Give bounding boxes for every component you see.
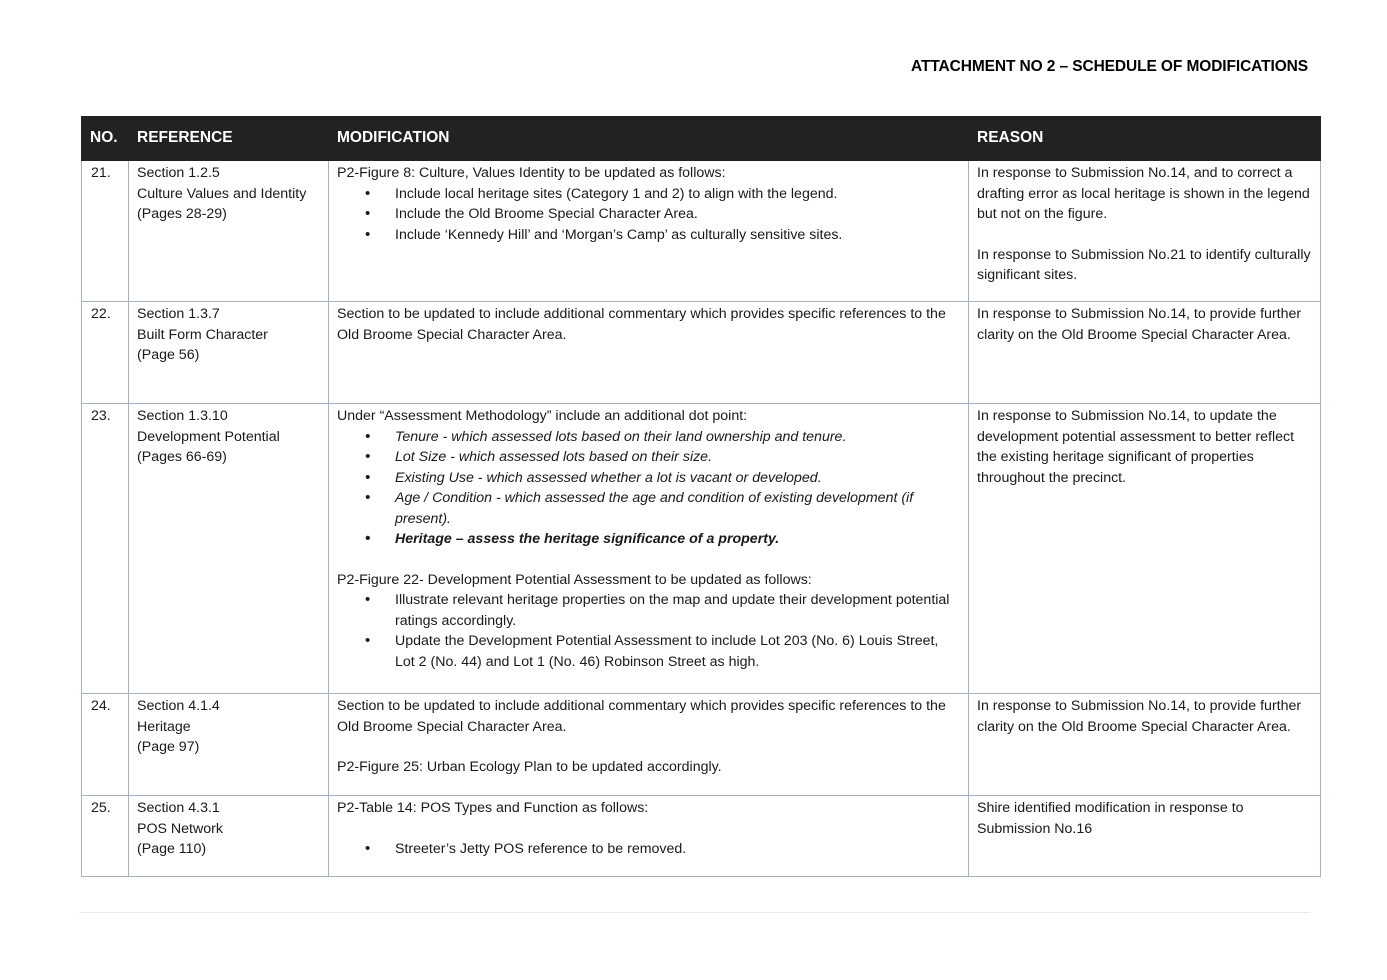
modification-list [337,184,960,246]
table-row [82,694,1321,796]
reason-paragraph: Shire identified modification in response to Submission No.16 [977,800,1244,837]
modification-text: Section to be updated to include additional commentary which provides specific references to the Old Broome Special Character Area. [337,698,946,735]
reason-cell [969,404,1321,694]
list-item: • Streeter’s Jetty POS reference to be removed. [395,839,960,860]
reference-pages: (Page 56) [137,347,200,363]
list-item: • Age / Condition - which assessed the age and condition of existing development (if present). [395,488,960,529]
table-row [82,161,1321,302]
row-number: 24. [82,694,129,796]
list-item: • Update the Development Potential Assessment to include Lot 203 (No. 6) Louis Street, Lot 2 (No. 44) and Lot 1 (No. 46) Robinson Street as high. [395,631,960,672]
reference-section: Section 1.3.10 [137,408,228,424]
modification-intro: Under “Assessment Methodology” include an additional dot point: [337,408,748,424]
list-item: • Include local heritage sites (Category 1 and 2) to align with the legend. [395,184,960,205]
table-row [82,404,1321,694]
reference-cell [129,404,329,694]
list-item-new: • Heritage – assess the heritage significance of a property. [395,529,960,550]
reference-title: POS Network [137,820,223,837]
row-number: 22. [82,302,129,404]
row-number: 23. [82,404,129,694]
reason-cell [969,302,1321,404]
reason-cell [969,796,1321,877]
modification-list [337,427,960,550]
reason-paragraph: In response to Submission No.14, to provide further clarity on the Old Broome Special Character Area. [977,306,1302,343]
footer-divider [79,912,1310,913]
list-item: • Illustrate relevant heritage properties on the map and update their development potential ratings accordingly. [395,590,960,631]
modification-cell [329,161,969,302]
modification-text: P2-Figure 25: Urban Ecology Plan to be updated accordingly. [337,759,722,775]
modification-list [337,839,960,860]
reference-cell [129,302,329,404]
reference-pages: (Pages 28-29) [137,206,227,222]
reference-title: Heritage [137,718,191,735]
reference-cell [129,161,329,302]
list-item: • Tenure - which assessed lots based on their land ownership and tenure. [395,427,960,448]
modification-intro: P2-Figure 22- Development Potential Assessment to be updated as follows: [337,571,812,588]
reason-paragraph: In response to Submission No.14, to update the development potential assessment to better reflect the existing heritage significant of properties throughout the precinct. [977,408,1295,486]
modifications-table [81,116,1321,877]
column-header-no: NO. [82,117,129,161]
modification-list [337,590,960,672]
reference-section: Section 1.3.7 [137,306,220,322]
modification-cell [329,404,969,694]
list-item: • Existing Use - which assessed whether a lot is vacant or developed. [395,468,960,489]
reference-title: Development Potential [137,428,280,445]
list-item: • Lot Size - which assessed lots based on their size. [395,447,960,468]
reason-cell [969,694,1321,796]
reference-title: Culture Values and Identity [137,185,307,202]
reason-cell [969,161,1321,302]
modification-cell [329,302,969,404]
list-item: • Include the Old Broome Special Character Area. [395,204,960,225]
table-header-row [82,117,1321,161]
row-number: 25. [82,796,129,877]
row-number: 21. [82,161,129,302]
reference-cell [129,796,329,877]
table-row [82,302,1321,404]
reference-section: Section 1.2.5 [137,165,220,181]
modification-cell [329,694,969,796]
reference-section: Section 4.3.1 [137,800,220,816]
reference-pages: (Page 97) [137,739,200,755]
reference-pages: (Pages 66-69) [137,449,227,465]
page-title: ATTACHMENT NO 2 – SCHEDULE OF MODIFICATIONS [911,58,1308,75]
modification-text: Section to be updated to include additional commentary which provides specific references to the Old Broome Special Character Area. [337,306,946,343]
reference-section: Section 4.1.4 [137,698,220,714]
reference-title: Built Form Character [137,326,268,343]
reference-cell [129,694,329,796]
table-row [82,796,1321,877]
column-header-reference: REFERENCE [129,117,329,161]
reason-paragraph: In response to Submission No.14, and to correct a drafting error as local heritage is shown in the legend but not on the figure. [977,165,1310,222]
modification-cell [329,796,969,877]
list-item: • Include ‘Kennedy Hill’ and ‘Morgan’s Camp’ as culturally sensitive sites. [395,225,960,246]
reference-pages: (Page 110) [137,841,207,857]
modification-intro: P2-Figure 8: Culture, Values Identity to be updated as follows: [337,165,726,181]
reason-paragraph: In response to Submission No.14, to provide further clarity on the Old Broome Special Character Area. [977,698,1302,735]
column-header-modification: MODIFICATION [329,117,969,161]
modification-intro: P2-Table 14: POS Types and Function as follows: [337,800,649,816]
column-header-reason: REASON [969,117,1321,161]
reason-paragraph: In response to Submission No.21 to identify culturally significant sites. [977,246,1311,283]
